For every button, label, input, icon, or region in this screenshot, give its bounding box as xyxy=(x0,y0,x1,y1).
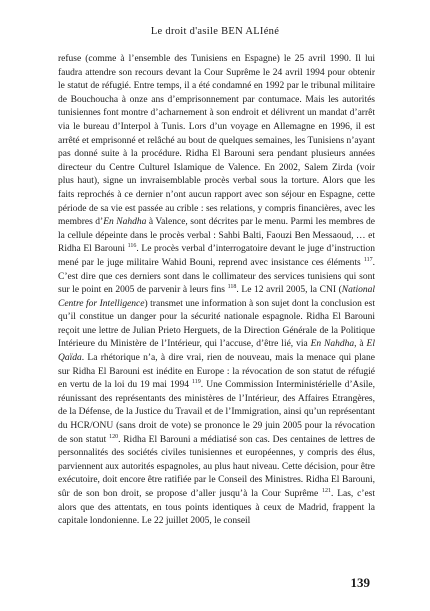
italic-term: El Qaïda xyxy=(58,339,375,364)
footnote-ref-119: 119 xyxy=(192,379,201,386)
text-segment: . Une Commission Interministérielle d’Asile, réunissant des représentants des ministères de l’Intérieur, des Affaires Etrangères, de la Défense, de la Justice du Travail et de l’Immigration, ainsi qu’un représentant du HCR/ONU (sans droit de vote) se prononce le 29 juin 2005 pour la révocation de son statut xyxy=(58,380,375,445)
text-segment: à Valence, sont décrites par le menu. Parmi les membres de la cellule dépeinte dans le procès verbal : Sahbi Balti, Faouzi Ben Messaoud, … et Ridha El Barouni xyxy=(58,217,375,255)
text-segment: . Le procès verbal d’interrogatoire devant le juge d’instruction mené par le juge militaire Wahid Bouni, reprend avec insistance ces éléments xyxy=(58,244,376,268)
footnote-ref-121: 121 xyxy=(322,487,332,494)
text-segment: . Ridha El Barouni a médiatisé son cas. Des centaines de lettres de personnalités des sociétés civiles tunisiennes et européennes, y compris des élus, parviennent aux autorités espagnoles, au plus haut niveau. Cette décision, pour être exécutoire, doit encore être ratifiée par le Conseil des Ministres. Ridha El Barouni, sûr de son bon droit, se propose d’aller jusqu’à la Cour Suprême xyxy=(58,434,376,499)
text-segment: , à xyxy=(354,339,367,350)
text-segment: refuse (comme à l’ensemble des Tunisiens en Espagne) le 25 avril 1990. Il lui faudra attendre son recours devant la Cour Suprême le 24 avril 1994 pour obtenir le statut de réfugié. Entre temps, il a été condamné en 1992 par le tribunal militaire de Bouchoucha à onze ans d’emprisonnement par contumace. Mais les autorités tunisiennes font montre d’acharnement à son endroit et délivrent un mandat d’arrêt via le bureau d’Interpol à Tunis. Lors d’un voyage en Allemagne en 1996, il est arrêté et emprisonné et relâché au bout de quelques semaines, les Tunisiens n’ayant pas donné suite à la procédure. Ridha El Barouni sera pendant plusieurs années directeur du Centre Culturel Islamique de Valence. En 2002, Salem Zirda (voir plus haut), signe un invraisemblable procès verbal sous la torture. Alors que les faits reprochés à ce dernier n’ont aucun rapport avec son séjour en Espagne, cette période de sa vie est passée au crible : ses relations, y compris financières, avec les membres d’ xyxy=(58,54,375,228)
italic-term: En Nahdha xyxy=(103,217,147,228)
text-segment: . Le 12 avril 2005, la CNI ( xyxy=(236,285,342,296)
footnote-ref-117: 117 xyxy=(363,256,373,263)
footnote-ref-116: 116 xyxy=(127,243,137,250)
italic-term: En Nahdha xyxy=(310,339,355,350)
text-segment: . C’est dire que ces derniers sont dans le collimateur des services tunisiens qui sont sur le point en 2005 de parvenir à leurs fins xyxy=(58,257,376,296)
text-segment: ) transmet une information à son sujet dont la conclusion est qu’il constitue un danger pour la sécurité nationale espagnole. Ridha El Barouni reçoit une lettre de Julian Prieto Herguets, de la Direction Générale de la Politique Intérieure du Ministère de l’Intérieur, qui l’accuse, d’être lié, via xyxy=(58,298,375,350)
body-paragraph xyxy=(58,53,375,529)
text-segment: . Las, c’est alors que des attentats, en tous points identiques à ceux de Madrid, frappent la capitale londonienne. Le 22 juillet 2005, le conseil xyxy=(58,489,376,527)
footnote-ref-120: 120 xyxy=(109,433,119,440)
running-head: Le droit d'asile BEN ALIéné xyxy=(150,26,280,37)
page-number: 139 xyxy=(350,575,370,590)
footnote-ref-118: 118 xyxy=(227,283,237,290)
text-segment: . La rhétorique n’a, à dire vrai, rien de nouveau, mais la menace qui plane sur Ridha El Barouni est inédite en Europe : la révocation de son statut de réfugié en vertu de la loi du 19 mai 1994 xyxy=(58,353,375,391)
italic-term: National Centre for Intelligence xyxy=(58,285,376,309)
